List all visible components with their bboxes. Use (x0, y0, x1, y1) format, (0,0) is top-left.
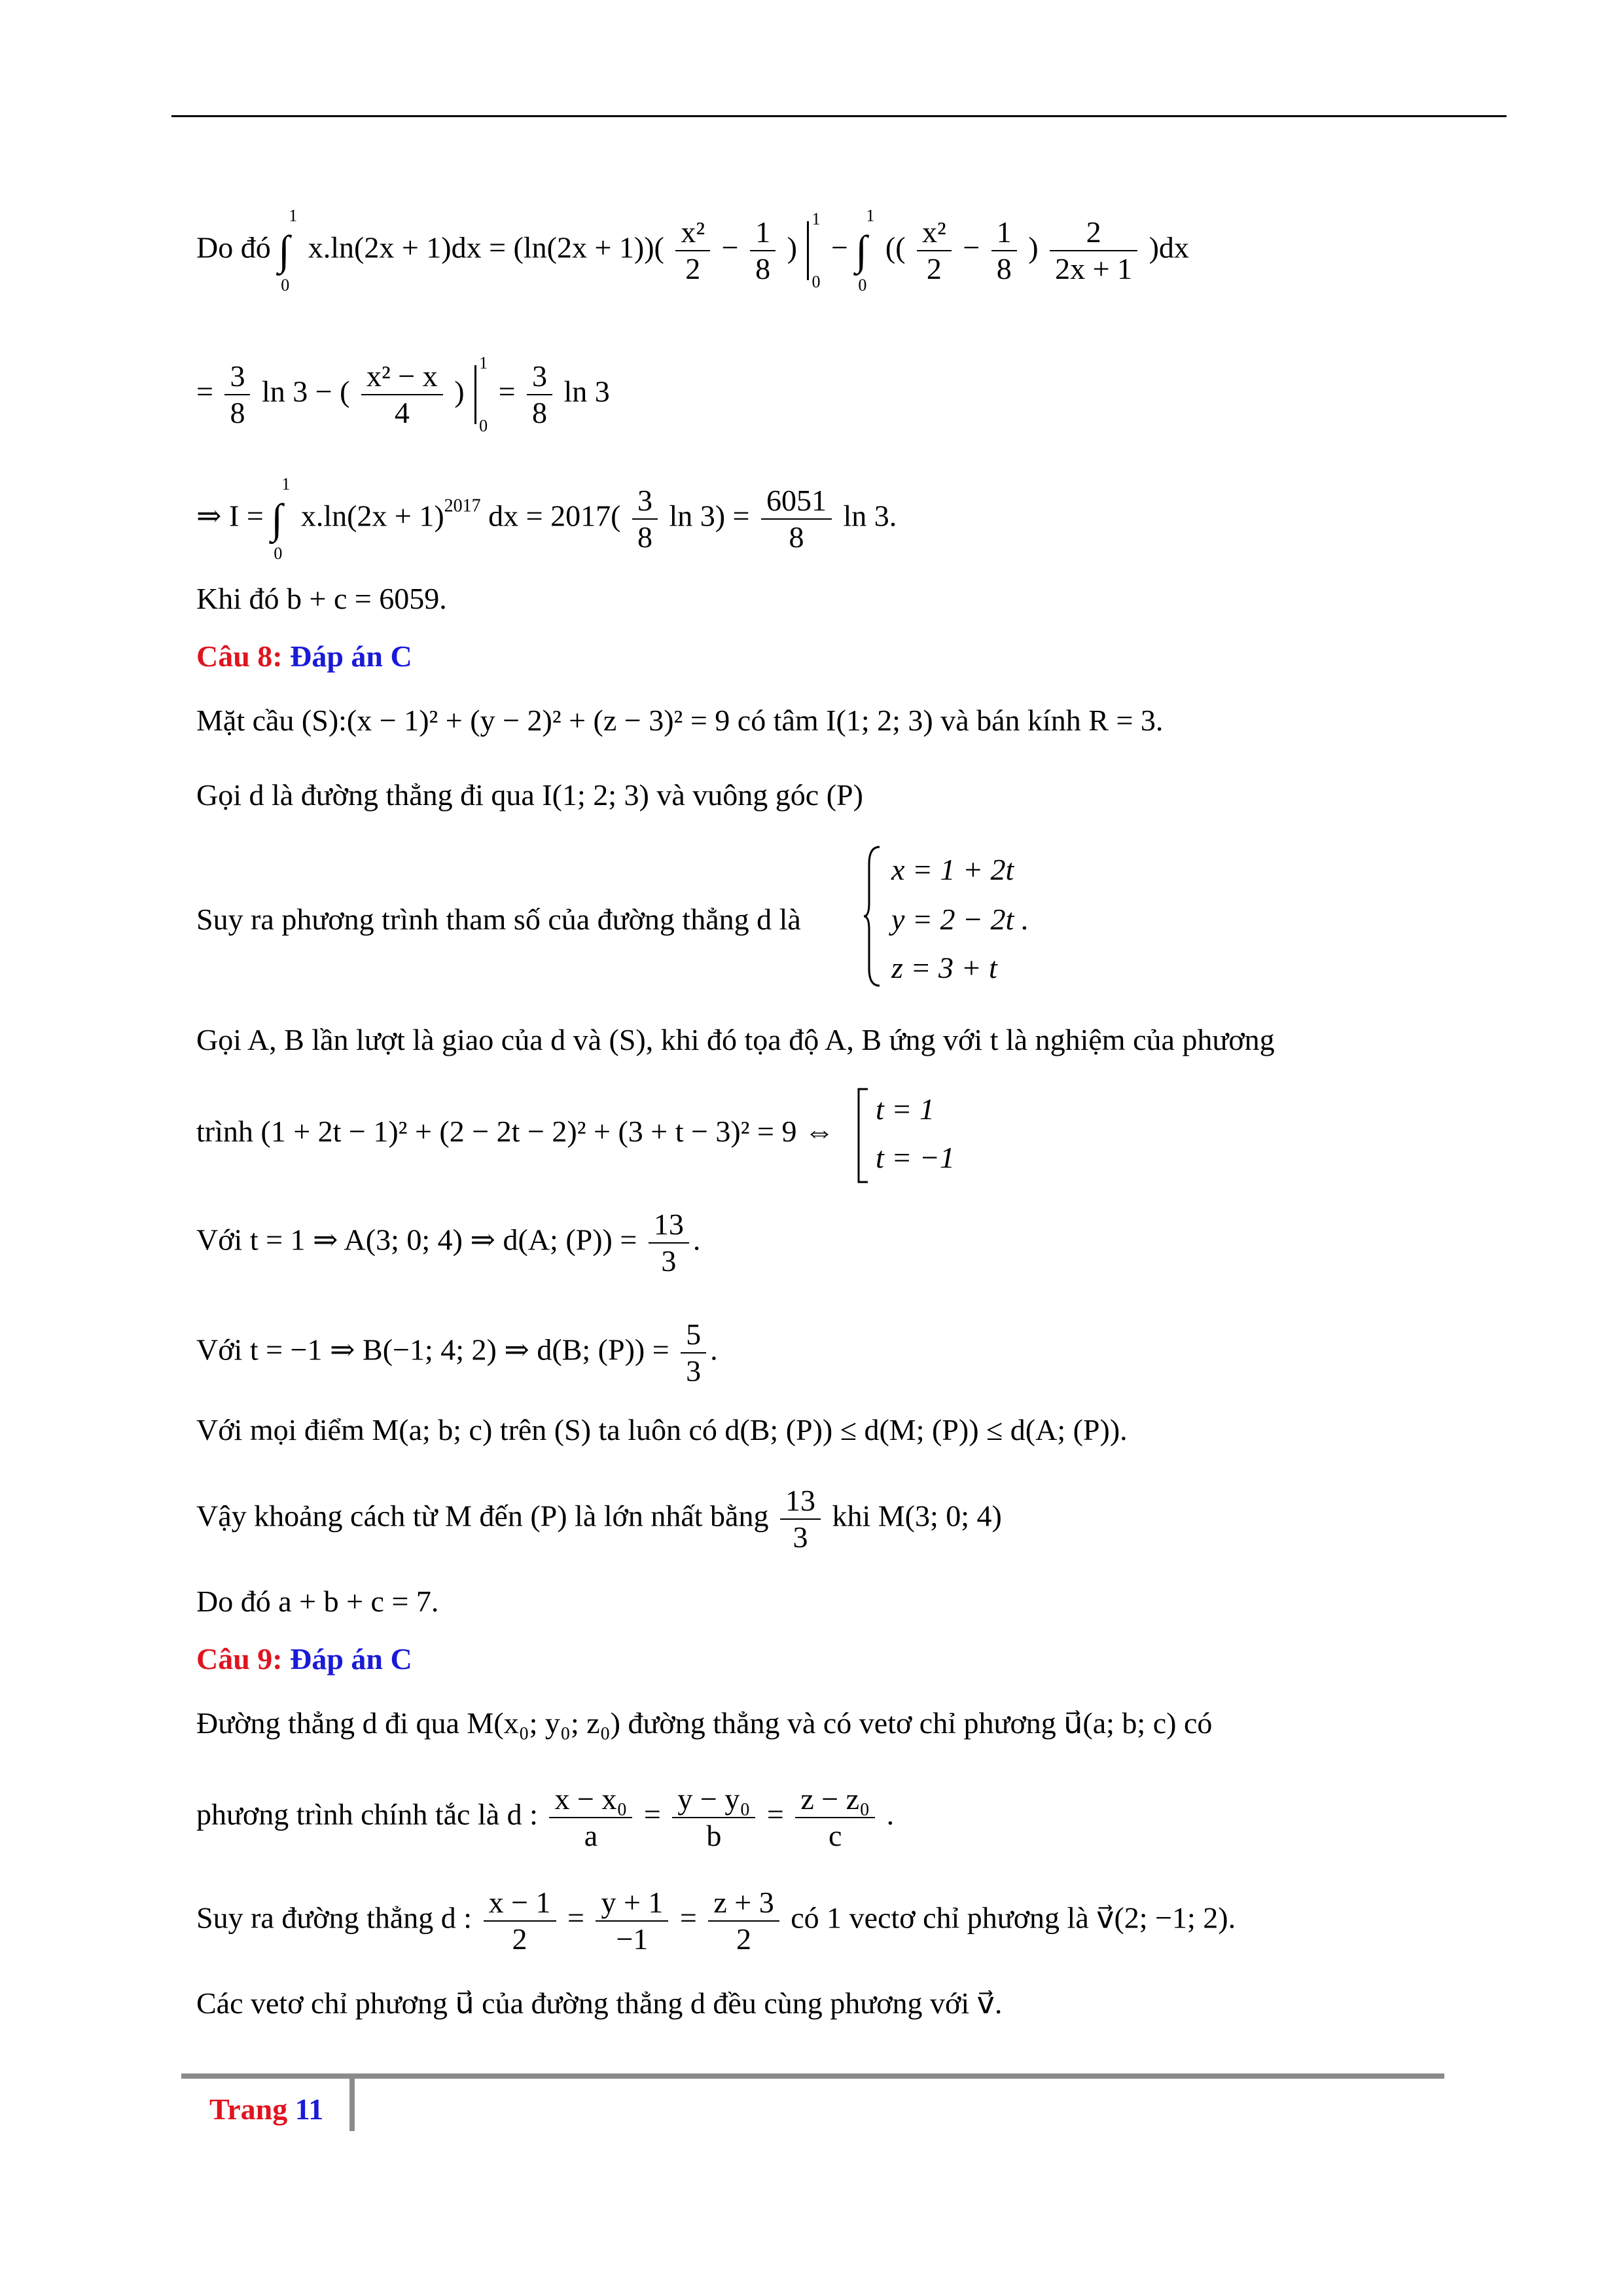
evaluation-bar: 1 0 (474, 365, 476, 424)
text-line: Gọi A, B lần lượt là giao của d và (S), khi đó tọa độ A, B ứng với t là nghiệm của phương (196, 1023, 1275, 1056)
fraction: $\frac{1}{8}$ (750, 215, 776, 287)
text-line: Với mọi điểm M(a; b; c) trên (S) ta luôn có d(B; (P)) ≤ d(M; (P)) ≤ d(A; (P)). (196, 1413, 1128, 1446)
brace-icon (863, 844, 882, 988)
fraction: $\frac{\text{y − y₀}}{b}$ (672, 1782, 755, 1854)
fraction: $\frac{13}{3}$ (649, 1207, 689, 1279)
system-y: y = 2 − 2t . (891, 903, 1029, 936)
integral-sign: ∫ 1 0 (855, 206, 875, 295)
solution-1: t = 1 (876, 1092, 935, 1126)
fraction: $\frac{\text{x²}}{2}$ (917, 215, 952, 287)
fraction: $\frac{x - 1}{2}$ (484, 1885, 556, 1957)
equation-line-B: Với t = −1 ⇒ B(−1; 4; 2) ⇒ d(B; (P)) = $\frac{5}{3}$ . (196, 1318, 718, 1388)
fraction: $\frac{5}{3}$ (681, 1317, 706, 1389)
page-number: Trang 11 (209, 2092, 324, 2126)
integral-sign: ∫ 1 0 (278, 206, 298, 295)
header-rule (171, 115, 1507, 117)
text-line: Đường thẳng d đi qua M(x₀; y₀; z₀) đường thẳng và có vetơ chỉ phương u⃗(a; b; c) có (196, 1706, 1213, 1740)
solution-2: t = −1 (876, 1141, 955, 1174)
text-line: Suy ra phương trình tham số của đường thẳng d là (196, 903, 801, 936)
bracket-icon (855, 1086, 870, 1185)
fraction: $\frac{z + 3}{2}$ (708, 1885, 779, 1957)
math: x.ln(2x + 1)dx = (ln(2x + 1))( (308, 230, 664, 264)
fraction: $\frac{\text{z − z₀}}{c}$ (795, 1782, 875, 1854)
fraction: $\frac{\text{x² − x}}{4}$ (361, 359, 443, 431)
fraction: $\frac{2}{2x + 1}$ (1050, 215, 1137, 287)
fraction: $\frac{y + 1}{-1}$ (596, 1885, 668, 1957)
equation-line-2: = $\frac{3}{8}$ ln 3 − ( $\frac{\text{x² − x}}{4}$ ) 1 0 = $\frac{3}{8}$ ln 3 (196, 353, 610, 435)
question-heading-8: Câu 8: Đáp án C (196, 639, 412, 673)
fraction: $\frac{3}{8}$ (224, 359, 250, 431)
text-line: Do đó a + b + c = 7. (196, 1585, 439, 1618)
equation-line-A: Với t = 1 ⇒ A(3; 0; 4) ⇒ d(A; (P)) = $\frac{13}{3}$ . (196, 1208, 701, 1278)
text-line: trình (1 + 2t − 1)² + (2 − 2t − 2)² + (3 + t − 3)² = 9 ⇔ (196, 1115, 834, 1148)
fraction: $\frac{3}{8}$ (632, 483, 658, 555)
text: Do đó (196, 230, 271, 264)
evaluation-bar: 1 0 (807, 221, 809, 280)
integral-sign: ∫ 1 0 (271, 475, 291, 563)
fraction: $\frac{13}{3}$ (780, 1483, 821, 1555)
equation-line-3: ⇒ I = ∫ 1 0 $x.\ln(2x + 1)^{2017}$ dx = 2017( $\frac{3}{8}$ ln 3) = $\frac{6051}{8}$ ln 3. (196, 475, 897, 563)
fraction: $\frac{\text{x²}}{2}$ (675, 215, 710, 287)
system-x: x = 1 + 2t (891, 853, 1014, 886)
fraction: $\frac{1}{8}$ (991, 215, 1017, 287)
text-line: Các vetơ chỉ phương u⃗ của đường thẳng d đều cùng phương với v⃗. (196, 1986, 1003, 2020)
text-line: Khi đó b + c = 6059. (196, 582, 447, 615)
text-line: Gọi d là đường thẳng đi qua I(1; 2; 3) và vuông góc (P) (196, 778, 863, 812)
fraction: $\frac{\text{x − x₀}}{a}$ (549, 1782, 632, 1854)
equation-line-d: Suy ra đường thẳng d : $\frac{x - 1}{2}$ = $\frac{y + 1}{-1}$ = $\frac{z + 3}{2}$ có 1 vectơ chỉ phương là v⃗(2; −1; 2). (196, 1886, 1236, 1956)
footer-separator (349, 2079, 355, 2131)
equation-line-1: Do đó ∫ 1 0 x.ln(2x + 1)dx = (ln(2x + 1))( $\frac{\text{x²}}{2}$ − $\frac{1}{8}$ ) 1 0 − ∫ 1 0 (( $\frac{\text{x²}}{2}$ − $\frac{1}{8}$ ) $\frac{2}{2x + 1}$ )dx (196, 206, 1189, 295)
fraction: $\frac{6051}{8}$ (761, 483, 832, 555)
equation-line-canonical: phương trình chính tắc là d : $\frac{\text{x − x₀}}{a}$ = $\frac{\text{y − y₀}}{b}$ = $\frac{\text{z − z₀}}{c}$ . (196, 1782, 895, 1852)
text-line: Vậy khoảng cách từ M đến (P) là lớn nhất bằng $\frac{13}{3}$ khi M(3; 0; 4) (196, 1484, 1002, 1554)
question-heading-9: Câu 9: Đáp án C (196, 1642, 412, 1676)
system-z: z = 3 + t (891, 951, 997, 984)
fraction: $\frac{3}{8}$ (527, 359, 552, 431)
footer-rule (181, 2073, 1444, 2079)
text-line: Mặt cầu (S):(x − 1)² + (y − 2)² + (z − 3)² = 9 có tâm I(1; 2; 3) và bán kính R = 3. (196, 704, 1164, 737)
